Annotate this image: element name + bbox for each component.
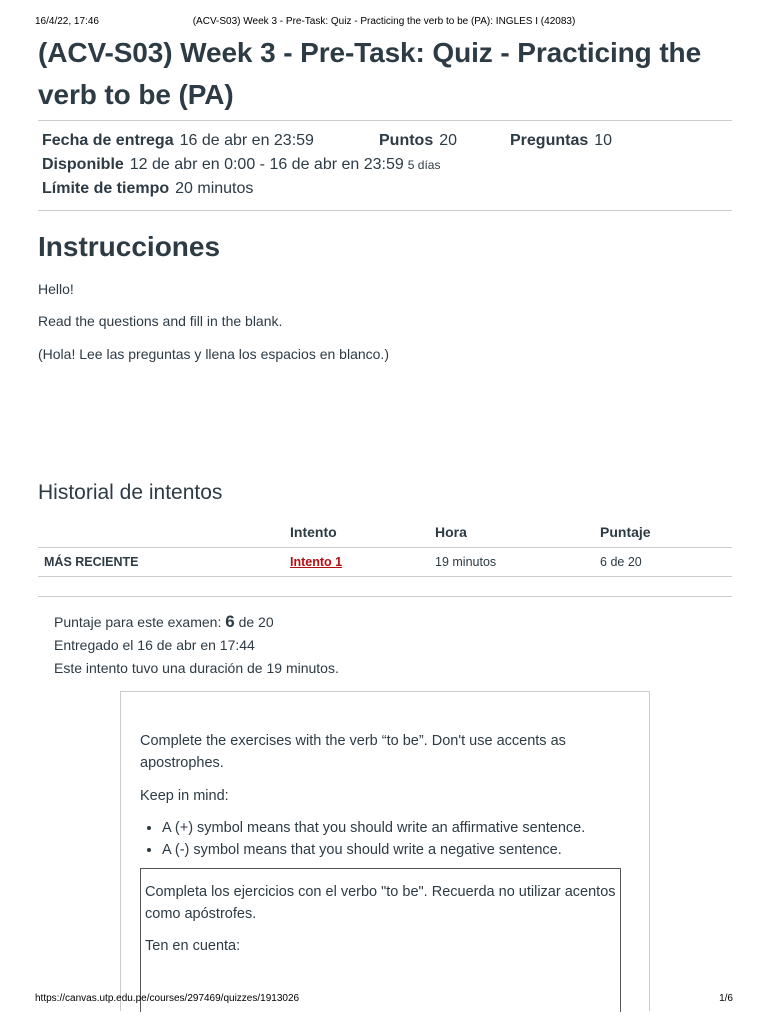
table-row: [38, 548, 732, 577]
submitted-line: Entregado el 16 de abr en 17:44: [54, 637, 255, 653]
quiz-content: [38, 32, 732, 680]
print-header: [35, 16, 733, 30]
attempt-score-value: 6: [600, 555, 607, 569]
quiz-title: (ACV-S03) Week 3 - Pre-Task: Quiz - Practicing the verb to be (PA): [38, 37, 702, 110]
available-value: 12 de abr en 0:00 - 16 de abr en 23:59: [129, 156, 404, 173]
score-line: [54, 610, 732, 634]
most-recent-label: MÁS RECIENTE: [38, 548, 284, 577]
question-bullets: [140, 817, 631, 861]
divider: [38, 596, 732, 597]
time-limit-label: Límite de tiempo: [42, 180, 170, 197]
col-header-attempt: Intento: [284, 516, 429, 548]
attempts-table: [38, 516, 732, 577]
due-value: 16 de abr en 23:59: [179, 132, 314, 149]
history-heading: Historial de intentos: [38, 481, 223, 504]
quiz-meta: [38, 121, 732, 210]
col-header: [38, 516, 284, 548]
questions-label: Preguntas: [510, 132, 589, 149]
print-datetime: 16/4/22, 17:46: [35, 16, 99, 27]
list-item: • A (+) symbol means that you should write an affirmative sentence.: [162, 817, 631, 839]
col-header-time: Hora: [429, 516, 594, 548]
instructions-line: Read the questions and fill in the blank.: [38, 313, 283, 329]
list-item: • A (-) symbol means that you should write a negative sentence.: [162, 839, 631, 861]
print-url: https://canvas.utp.edu.pe/courses/297469/quizzes/1913026: [35, 993, 300, 1004]
print-doc-title: (ACV-S03) Week 3 - Pre-Task: Quiz - Practicing the verb to be (PA): INGLES I (42083): [192, 16, 576, 27]
duration-line: Este intento tuvo una duración de 19 minutos.: [54, 660, 339, 676]
score-label: Puntaje para este examen:: [54, 614, 222, 630]
instructions-line: Hello!: [38, 281, 74, 297]
print-page-number: 1/6: [719, 993, 733, 1004]
spanish-instructions-box: [140, 868, 621, 1012]
instructions-heading: Instrucciones: [38, 231, 221, 262]
meta-row-3: [42, 177, 728, 201]
points-label: Puntos: [379, 132, 434, 149]
divider: [38, 210, 732, 211]
question-keep-in-mind: Keep in mind:: [140, 788, 229, 804]
attempt-cell: [284, 548, 429, 577]
question-box: [120, 691, 650, 1011]
spanish-keep-in-mind: Ten en cuenta:: [145, 938, 241, 954]
time-limit-value: 20 minutos: [175, 180, 254, 197]
print-footer: [35, 993, 733, 1007]
instructions-line: (Hola! Lee las preguntas y llena los espacios en blanco.): [38, 346, 389, 362]
score-value: 6: [225, 612, 235, 631]
questions-value: 10: [594, 132, 613, 149]
due-label: Fecha de entrega: [42, 132, 174, 149]
points-value: 20: [439, 132, 458, 149]
question-intro: Complete the exercises with the verb “to be”. Don't use accents as apostrophes.: [140, 733, 566, 771]
meta-row-2: [42, 153, 728, 177]
available-label: Disponible: [42, 156, 124, 173]
meta-row-1: [42, 129, 728, 153]
col-header-score: Puntaje: [594, 516, 732, 548]
score-of: de 20: [238, 614, 274, 630]
attempt-link[interactable]: Intento 1: [290, 555, 343, 569]
attempt-score: [594, 548, 732, 577]
submission-details: [54, 610, 732, 680]
available-days: 5 días: [407, 158, 441, 172]
spanish-intro: Completa los ejercicios con el verbo "to be". Recuerda no utilizar acentos como apóstrofes.: [145, 884, 616, 922]
attempt-time: 19 minutos: [429, 548, 594, 577]
attempt-score-of: de 20: [610, 555, 642, 569]
attempts-header-row: [38, 516, 732, 548]
